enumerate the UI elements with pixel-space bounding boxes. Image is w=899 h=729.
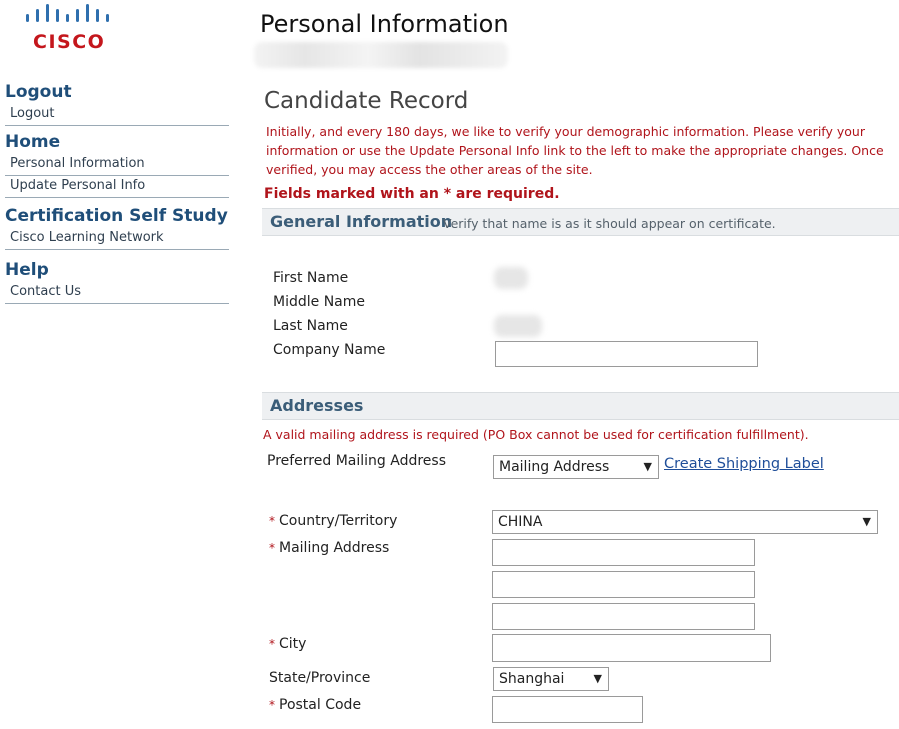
triangle-down-icon: ▼ [593, 672, 602, 685]
create-shipping-label-link[interactable]: Create Shipping Label [664, 456, 824, 472]
sidebar-link-personal-information[interactable]: Personal Information [10, 156, 145, 171]
company-name-label: Company Name [273, 342, 386, 358]
sidebar-item-personal-information[interactable] [5, 154, 229, 176]
preferred-mailing-address-label: Preferred Mailing Address [267, 453, 446, 469]
candidate-record-title: Candidate Record [264, 88, 469, 114]
sidebar-link-logout[interactable]: Logout [10, 106, 55, 121]
sidebar-link-contact-us[interactable]: Contact Us [10, 284, 81, 299]
mailing-address-label: * Mailing Address [269, 540, 390, 556]
last-name-label: Last Name [273, 318, 348, 334]
country-territory-value: CHINA [498, 514, 543, 530]
sidebar-item-cisco-learning-network[interactable] [5, 228, 229, 250]
postal-code-input[interactable] [492, 696, 643, 723]
mailing-address-requirement-note: A valid mailing address is required (PO Box cannot be used for certification fulfillment). [263, 427, 809, 442]
triangle-down-icon: ▼ [643, 460, 652, 473]
country-territory-label: * Country/Territory [269, 513, 398, 529]
sidebar-heading-certification-self-study: Certification Self Study [5, 206, 228, 226]
state-province-label: State/Province [269, 670, 371, 686]
company-name-input[interactable] [495, 341, 758, 367]
cisco-logo-wordmark: CISCO [33, 31, 106, 53]
first-name-label: First Name [273, 270, 349, 286]
sidebar-item-update-personal-info[interactable] [5, 176, 229, 198]
sidebar-item-logout[interactable] [5, 104, 229, 126]
sidebar-link-cisco-learning-network[interactable]: Cisco Learning Network [10, 230, 164, 245]
middle-name-label: Middle Name [273, 294, 365, 310]
addresses-title: Addresses [270, 396, 364, 415]
sidebar-item-contact-us[interactable] [5, 282, 229, 304]
mailing-address-line-3-input[interactable] [492, 603, 755, 630]
postal-code-label: * Postal Code [269, 697, 362, 713]
first-name-value-redacted [494, 267, 528, 289]
sidebar-heading-logout: Logout [5, 82, 72, 102]
required-asterisk: * [269, 637, 275, 651]
sidebar-heading-home: Home [5, 132, 61, 152]
required-asterisk: * [269, 698, 275, 712]
redacted-user-info [254, 42, 508, 68]
country-territory-select[interactable] [492, 510, 878, 534]
city-label: * City [269, 636, 307, 652]
state-province-value: Shanghai [499, 671, 565, 687]
general-information-title: General Information [270, 212, 453, 231]
addresses-header [262, 392, 899, 420]
city-input[interactable] [492, 634, 771, 662]
page-title: Personal Information [260, 10, 509, 38]
preferred-mailing-address-value: Mailing Address [499, 459, 610, 475]
verification-intro-text: Initially, and every 180 days, we like to verify your demographic information. Please verify your information or use the Update Personal Info link to the left to make the appropriate changes. Once verified, you may access the other areas of the site. [266, 124, 884, 177]
preferred-mailing-address-select[interactable] [493, 455, 659, 479]
mailing-address-line-1-input[interactable] [492, 539, 755, 566]
general-information-header [262, 208, 899, 236]
general-information-subtitle: Verify that name is as it should appear on certificate. [443, 216, 776, 231]
required-asterisk: * [269, 514, 275, 528]
sidebar-heading-help: Help [5, 260, 49, 280]
triangle-down-icon: ▼ [862, 515, 871, 528]
required-asterisk: * [269, 541, 275, 555]
sidebar-link-update-personal-info[interactable]: Update Personal Info [10, 178, 146, 193]
state-province-select[interactable] [493, 667, 609, 691]
last-name-value-redacted [494, 315, 542, 337]
required-fields-note: Fields marked with an * are required. [264, 186, 560, 202]
mailing-address-line-2-input[interactable] [492, 571, 755, 598]
